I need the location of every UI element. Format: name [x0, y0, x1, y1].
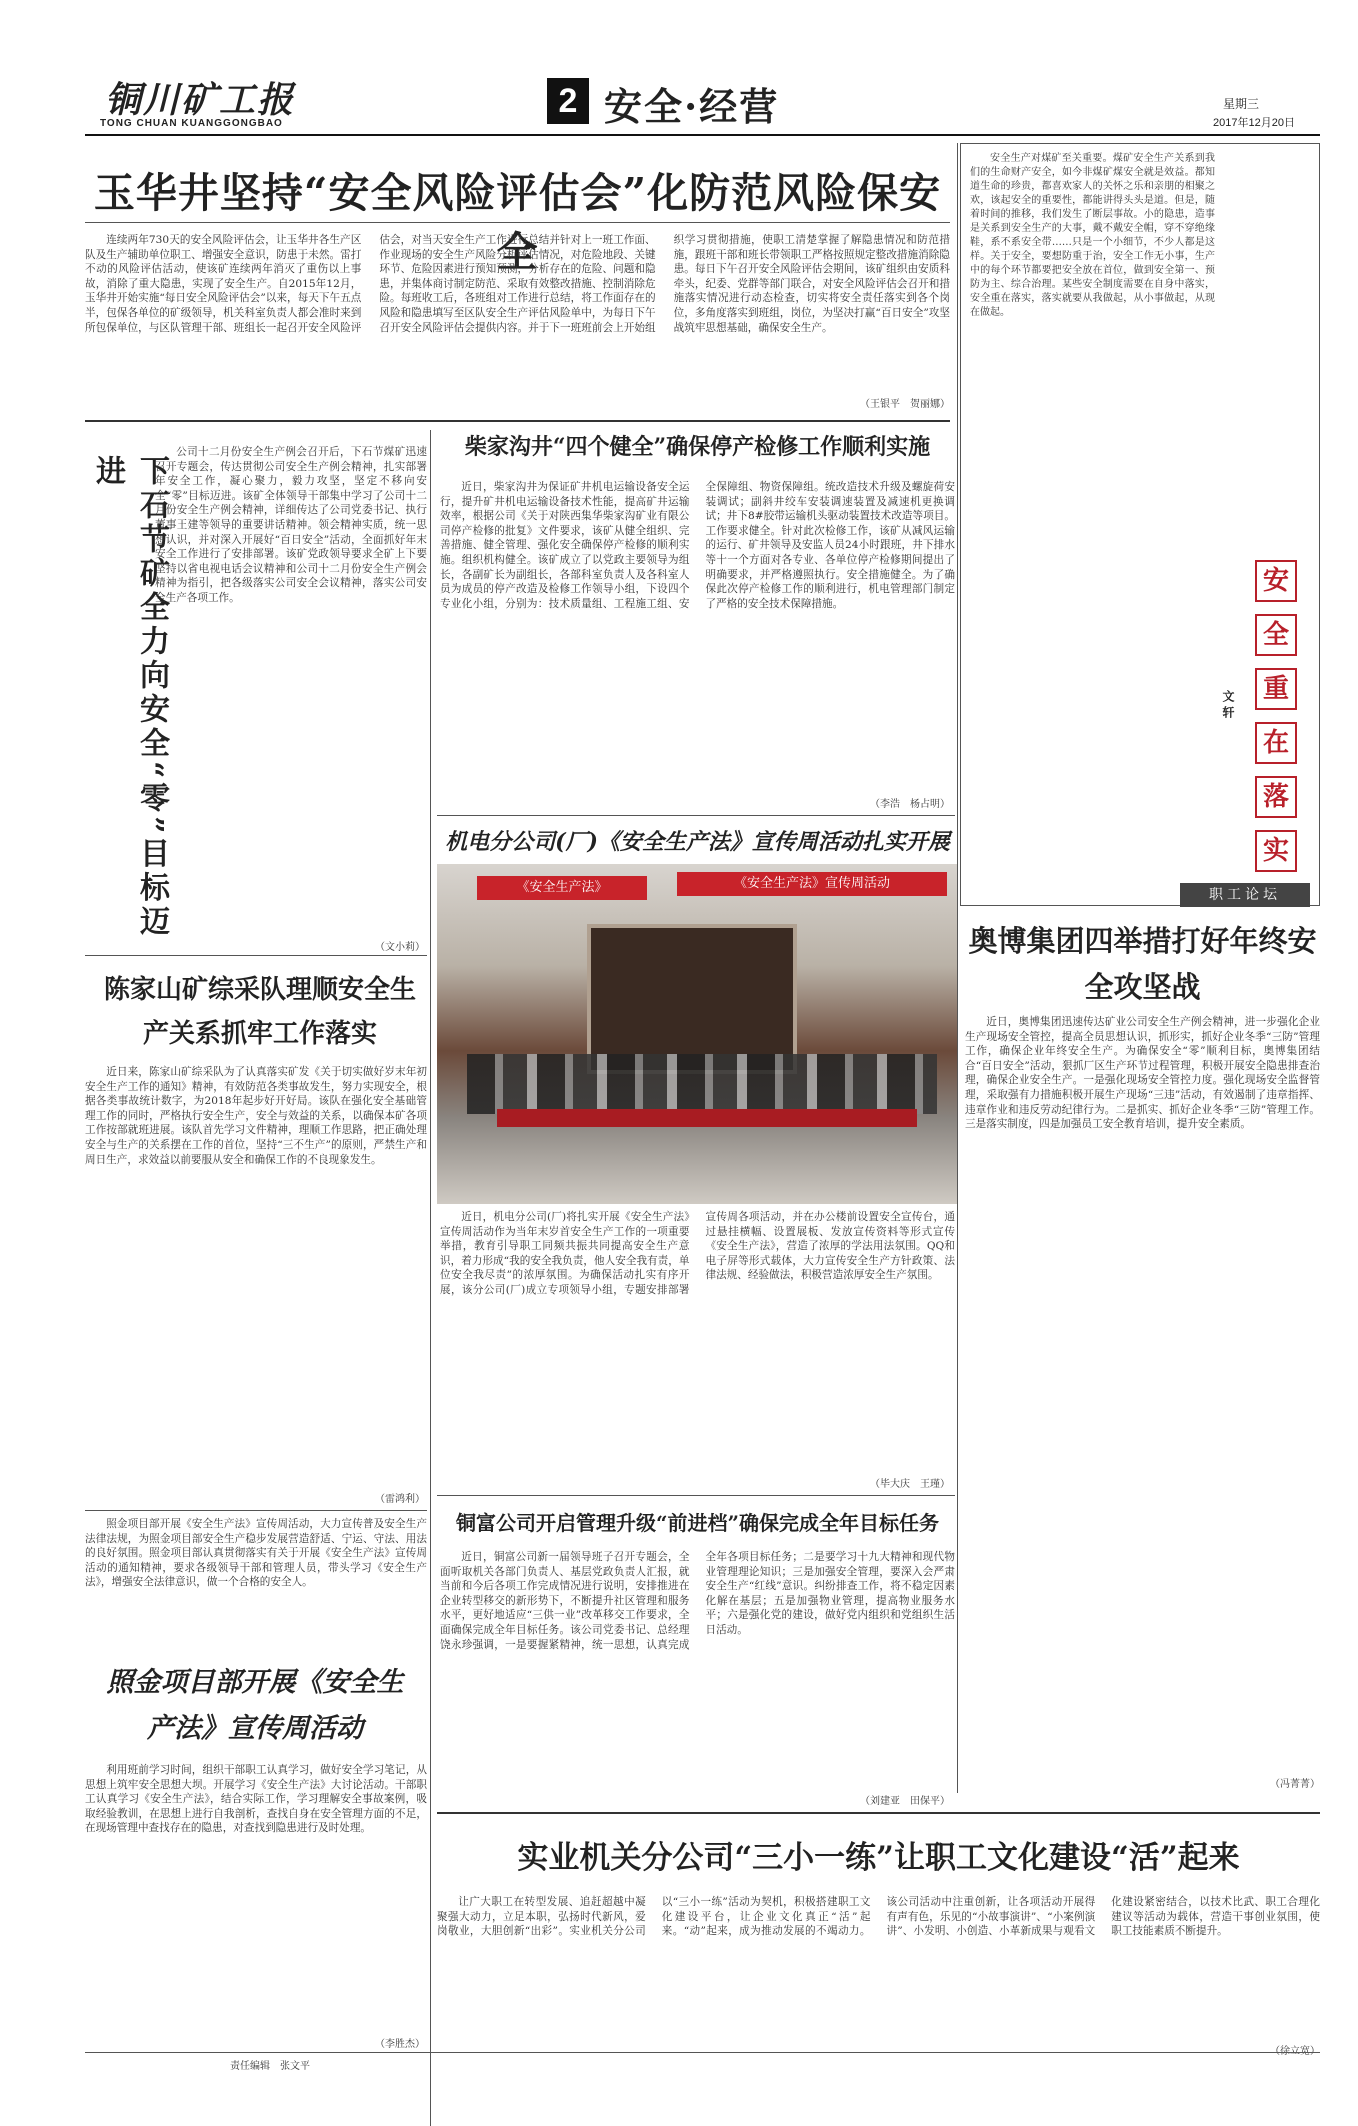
story-tongfu-headline: 铜富公司开启管理升级“前进档”确保完成全年目标任务 — [455, 1511, 939, 1535]
title-char-3: 重 — [1255, 668, 1297, 710]
lead-body: 连续两年730天的安全风险评估会，让玉华井各生产区队及生产辅助单位职工、增强安全意识，防患于未然。雷打不动的风险评估活动，使该矿连续两年消灭了重伤以上事故，消除了重大隐患，实现了安全生产。自2015年12月，玉华井开始实施“每日安全风险评估会”以来，每天下午五点半，包保各单位的矿级领导，机关科室负责人都会准时来到所包保单位，与区队管理干部、班组长一起召开安全风险评估会，对当天安全生产工作进行总结并针对上一班工作面、作业现场的安全生产风险分析评估情况，对危险地段、关键环节、危险因素进行预知预测，分析存在的危险、问题和隐患，并集体商讨制定防范、采取有效整改措施、控制消除危险。每班收工后，各班组对工作进行总结，将工作面存在的风险和隐患填写至区队安全生产评估风险单中，为每日下午召开安全风险评估会提供内容。并于下一班班前会上开始组织学习贯彻措施，使职工清楚掌握了解隐患情况和防范措施，跟班干部和班长带领职工严格按照规定整改措施消除隐患。每日下午召开安全风险评估会期间，该矿组织由安质科牵头，纪委、党群等部门联合，对安全风险评估会召开和措施落实情况进行动态检查，切实将安全责任落实到各个岗位，多角度落实到班组，岗位，为坚决打赢“百日安全”攻坚战筑牢思想基础，确保安全生产。 — [85, 234, 950, 334]
story-aobo-byline: （冯菁菁） — [1270, 1779, 1320, 1790]
story-tongfu-body: 近日，铜富公司新一届领导班子召开专题会，全面听取机关各部门负责人、基层党政负责人汇报，就当前和今后各项工作完成情况进行说明，安排推进在企业转型移交的新形势下，不断提升社区管理和服务水平，更好地适应“三供一业”改革移交工作要求，全面确保完成全年目标任务。该公司党委书记、总经理饶永珍强调，一是要握紧精神，统一思想，认真完成全年各项目标任务；二是要学习十九大精神和现代物业管理理论知识；三是加强安全管理，要深入会严肃安全生产“红线”意识。纠纷排查工作，将不稳定因素化解在基层；五是加强物业管理，提高物业服务水平；六是强化党的建设，做好党内组织和党组织生活日活动。 — [440, 1551, 955, 1651]
story-chaijiagou-headline: 柴家沟井“四个健全”确保停产检修工作顺利实施 — [464, 434, 931, 460]
column-tag: 职工论坛 — [1180, 883, 1310, 907]
column-rule-left — [430, 430, 431, 2126]
story-zhaojin-headline: 照金项目部开展《安全生产法》宣传周活动 — [106, 1667, 404, 1744]
story-jidian-headline: 机电分公司(厂)《安全生产法》宣传周活动扎实开展 — [445, 829, 950, 855]
title-char-2: 全 — [1255, 614, 1297, 656]
section-title: 安全·经营 — [604, 84, 780, 129]
story-jidian-body: 近日，机电分公司(厂)将扎实开展《安全生产法》宣传周活动作为当年末岁首安全生产工作的一项重要举措，教育引导职工同频共振共同提高安全生产意识，着力形成“我的安全我负责，他人安全我有责，单位安全我尽责”的浓厚氛围。为确保活动扎实有序开展，该分公司(厂)成立专项领导小组，专题安排部署宣传周各项活动，并在办公楼前设置安全宣传台，通过悬挂横幅、设置展板、发放宣传资料等形式宣传《安全生产法》，营造了浓厚的学法用法氛围。QQ和电子屏等形式载体，大力宣传安全生产方针政策、法律法规、经验做法，积极营造浓厚安全生产氛围。 — [440, 1211, 955, 1296]
column-rule-right — [957, 143, 958, 1793]
title-char-4: 在 — [1255, 722, 1297, 764]
footer-rule — [85, 2052, 1320, 2053]
lead-bottom-rule — [85, 420, 950, 422]
story-zhaojin-intro: 照金项目部开展《安全生产法》宣传周活动，大力宣传普及安全生产法律法规，为照金项目部安全生产稳步发展营造舒适、宁运、守法、用法的良好氛围。照金项目部认真贯彻落实有关于开展《安全生产法》宣传周活动的通知精神，要求各级领导干部和管理人员，带头学习《安全生产法》，增强安全法律意识，做一个合格的安全人。 — [85, 1518, 427, 1589]
title-char-1: 安 — [1255, 560, 1297, 602]
lead-byline: （王银平 贺丽娜） — [860, 399, 950, 410]
story2-rule — [85, 955, 427, 956]
story-jidian-byline: （毕大庆 王瑾） — [870, 1479, 950, 1490]
story-xiashijie-byline: （文小莉） — [375, 942, 425, 953]
story-aobo-headline: 奥博集团四举措打好年终安全攻坚战 — [968, 924, 1317, 1004]
newspaper-name: 铜川矿工报 — [105, 79, 296, 121]
photo-banner-right: 《安全生产法》宣传周活动 — [677, 872, 947, 896]
story-jidian-rule — [437, 815, 955, 816]
story-shiye-body: 让广大职工在转型发展、追赶超越中凝聚强大动力，立足本职，弘扬时代新风，爱岗敬业，大胆创新“出彩”。实业机关分公司以“三小一练”活动为契机，积极搭建职工文化建设平台，让企业文化真正“活”起来。“动”起来，成为推动发展的不竭动力。该公司活动中注重创新，让各项活动开展得有声有色，乐见的“小故事演讲”、“小案例演讲”、小发明、小创造、小革新成果与观看文化建设紧密结合，以技术比武、职工合理化建议等活动为载体，营造干事创业氛围，使职工技能素质不断提升。 — [437, 1896, 1320, 1938]
weekday: 星期三 — [1223, 97, 1260, 111]
sidebar-author: 文轩 — [1221, 690, 1235, 722]
masthead-rule — [85, 134, 1320, 136]
story-zhaojin-body: 利用班前学习时间，组织干部职工认真学习，做好安全学习笔记，从思想上筑牢安全思想大坝。开展学习《安全生产法》大讨论活动。干部职工认真学习《安全生产法》，结合实际工作，学习理解安全事故案例，吸取经验教训，在思想上进行自我剖析，查找自身在安全管理方面的不足，在现场管理中查找存在的隐患，对查找到隐患进行及时处理。 — [85, 1764, 427, 1835]
event-photo — [437, 864, 957, 1204]
photo-people — [467, 1054, 937, 1114]
story-xiashijie-headline: 下石节矿全力向安全“零”目标迈进 — [90, 455, 169, 940]
story-chenjiashan-headline: 陈家山矿综采队理顺安全生产关系抓牢工作落实 — [103, 975, 416, 1049]
page-number: 2 — [547, 78, 589, 124]
lead-divider — [85, 222, 950, 223]
photo-banner-left: 《安全生产法》 — [477, 876, 647, 900]
photo-building-door — [587, 924, 797, 1074]
story-chaijiagou-byline: （李浩 杨占明） — [870, 799, 950, 810]
photo-red-table — [497, 1109, 917, 1127]
story-tongfu-rule — [437, 1495, 955, 1496]
story-chaijiagou-body: 近日，柴家沟井为保证矿井机电运输设备安全运行，提升矿井机电运输设备技术性能，提高矿井运输效率，根据公司《关于对陕西集华柴家沟矿业有限公司停产检修的批复》文件要求，该矿从健全组织、完善措施、健全管理、强化安全确保停产检修的顺利实施。组织机构健全。该矿成立了以党政主要领导为组长，各副矿长为副组长，各部科室负责人及各科室人员为成员的停产改造及检修工作领导小组，下设四个专业化小组，分别为：技术质量组、工程施工组、安全保障组、物资保障组。统改造技术升级及螺旋荷安装调试；副斜井绞车安装调速装置及减速机更换调试；井下8#胶带运输机头驱动装置技术改造等项目。工作要求健全。针对此次检修工作，该矿从减风运输的运行、矿井领导及安监人员24小时跟班，井下排水等十一个方面对各专业、各单位停产检修期间提出了明确要求，并严格遵照执行。安全措施健全。为了确保此次停产检修工作的顺利进行，机电管理部门制定了严格的安全技术保障措施。 — [440, 481, 955, 610]
story-chenjiashan-body: 近日来，陈家山矿综采队为了认真落实矿发《关于切实做好岁末年初安全生产工作的通知》精神，有效防范各类事故发生，努力实现安全，根据各类事故统计数字，为2018年起步好开好局。该队在强化安全基础管理工作的同时，严格执行安全生产，安全与效益的关系，以确保本矿各项工作按部就班进展。该队首先学习文件精神，理顺工作思路，把正确处理安全与生产的关系摆在工作的首位，坚持“三不生产”的原则，严禁生产和周日生产，求效益以前要服从安全和确保工作的不良现象发生。 — [85, 1066, 427, 1166]
story-chenjiashan-byline: （雷鸿利） — [375, 1494, 425, 1505]
title-char-6: 实 — [1255, 830, 1297, 872]
sidebar-body: 安全生产对煤矿至关重要。煤矿安全生产关系到我们的生命财产安全，如今非煤矿煤安全就是效益。都知道生命的珍贵，都喜欢家人的关怀之乐和亲朋的相聚之欢，该起安全的重要性，都能讲得头头是道。但是，随着时间的推移，我们发生了断层事故。小的隐患，造事是关系到安全生产的大事，戴不戴安全帽，穿不穿绝缘鞋，系不系安全带……只是一个小细节，不少人都是这样。关于安全，要想防重于治，安全工作无小事，生产中的每个环节都要把安全放在首位，做到安全第一、预防为主、综合治理。某些安全制度需要在自身中落实，安全重在落实，落实就要从我做起，从小事做起，从现在做起。 — [970, 153, 1215, 318]
editor-credit: 责任编辑 张文平 — [230, 2061, 310, 2072]
story3-rule — [85, 1510, 427, 1511]
story-tongfu-byline: （刘建亚 田保平） — [860, 1796, 950, 1807]
story-shiye-headline: 实业机关分公司“三小一练”让职工文化建设“活”起来 — [517, 1840, 1240, 1876]
lead-headline: 玉华井坚持“安全风险评估会”化防范风险保安全 — [93, 169, 942, 276]
story-zhaojin-byline: （李胜杰） — [375, 2039, 425, 2050]
story-shiye-byline — [1180, 2042, 1320, 2057]
story-xiashijie-body: 公司十二月份安全生产例会召开后，下石节煤矿迅速召开专题会，传达贯彻公司安全生产例会精神，扎实部署年安全工作，凝心聚力，毅力攻坚，坚定不移向安全“零”目标迈进。该矿全体领导干部集中学习了公司十二月份安全生产例会精神，详细传达了公司党委书记、执行董事王建等领导的重要讲话精神。领会精神实质，统一思想认识，并对深入开展好“百日安全”活动，全面抓好年末安全工作进行了安排部署。该矿党政领导要求全矿上下要坚持以省电视电话会议精神和公司十二月份安全生产例会精神为指引，把各级落实公司安全会议精神，落实公司安全生产各项工作。 — [155, 446, 427, 604]
issue-date: 2017年12月20日 — [1213, 117, 1295, 129]
bottom-story-rule — [437, 1812, 1320, 1814]
title-char-5: 落 — [1255, 776, 1297, 818]
story-aobo-body: 近日，奥博集团迅速传达矿业公司安全生产例会精神，进一步强化企业生产现场安全管控，提高全员思想认识，抓形实，抓好企业冬季“三防”管理工作，确保企业年终安全生产。为确保安全“零”顺利目标，奥博集团结合“百日安全”活动，狠抓厂区生产环节过程管理，积极开展安全隐患排查治理，确保企业安全生产。一是强化现场安全管控力度。强化现场安全监督管理，采取强有力措施积极开展生产现场“三违”活动，有效遏制了违章指挥、违章作业和违反劳动纪律行为。二是抓实、抓好企业冬季“三防”管理工作。三是落实制度，四是加强员工安全教育培训，提升安全素质。 — [965, 1016, 1320, 1131]
newspaper-pinyin: TONG CHUAN KUANGGONGBAO — [100, 118, 283, 129]
sidebar-vertical-title — [1255, 560, 1297, 872]
